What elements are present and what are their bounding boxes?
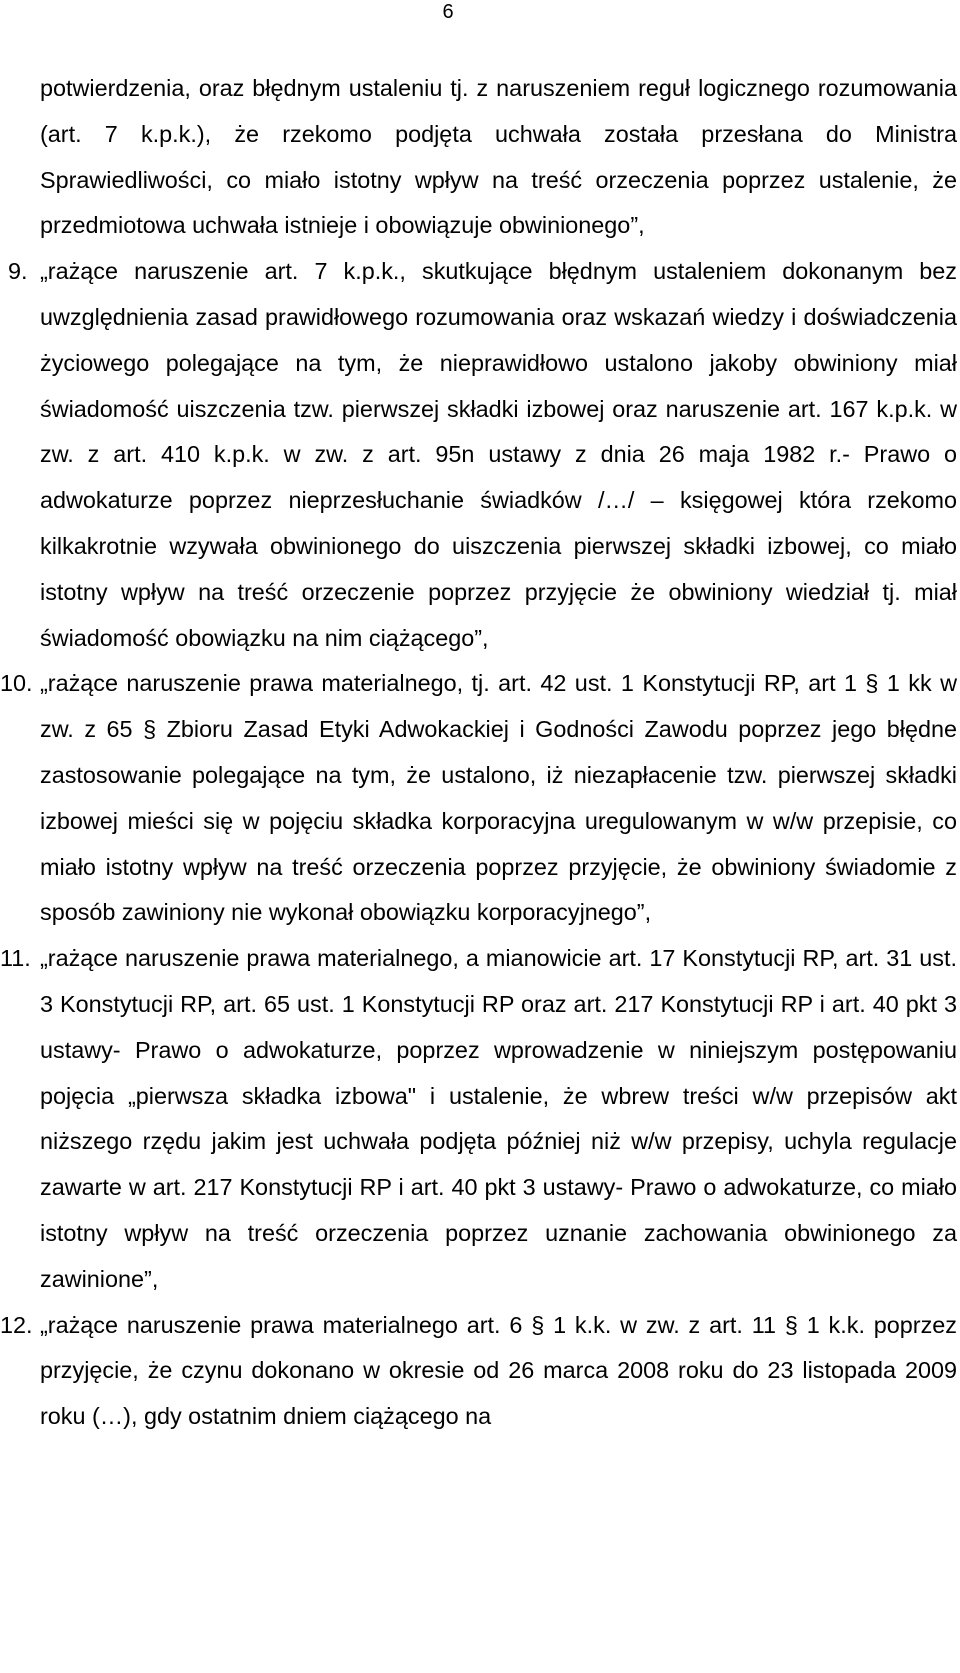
- list-item-11: [0, 936, 957, 1302]
- list-item-text: „rażące naruszenie art. 7 k.p.k., skutkujące błędnym ustaleniem dokonanym bez uwzględnienia zasad prawidłowego rozumowania oraz wskazań wiedzy i doświadczenia życiowego polegające na tym, że nieprawidłowo ustalono jakoby obwiniony miał świadomość uiszczenia tzw. pierwszej składki izbowej oraz naruszenie art. 167 k.p.k. w zw. z art. 410 k.p.k. w zw. z art. 95n ustawy z dnia 26 maja 1982 r.- Prawo o adwokaturze poprzez nieprzesłuchanie świadków /…/ – księgowej która rzekomo kilkakrotnie wzywała obwinionego do uiszczenia pierwszej składki izbowej, co miało istotny wpływ na treść orzeczenie poprzez przyjęcie że obwiniony wiedział tj. miał świadomość obowiązku na nim ciążącego”,: [40, 258, 957, 651]
- list-item-9: [8, 249, 957, 661]
- continuation-paragraph: potwierdzenia, oraz błędnym ustaleniu tj. z naruszeniem reguł logicznego rozumowania (art. 7 k.p.k.), że rzekomo podjęta uchwała została przesłana do Ministra Sprawiedliwości, co miało istotny wpływ na treść orzeczenia poprzez ustalenie, że przedmiotowa uchwała istnieje i obowiązuje obwinionego”,: [40, 75, 957, 239]
- list-item-text: „rażące naruszenie prawa materialnego art. 6 § 1 k.k. w zw. z art. 11 § 1 k.k. poprzez przyjęcie, że czynu dokonano w okresie od 26 marca 2008 roku do 23 listopada 2009 roku (…), gdy ostatnim dniem ciążącego na: [40, 1311, 957, 1430]
- list-item-10: [0, 661, 957, 936]
- list-item-text: „rażące naruszenie prawa materialnego, a mianowicie art. 17 Konstytucji RP, art. 31 ust. 3 Konstytucji RP, art. 65 ust. 1 Konstytucji RP oraz art. 217 Konstytucji RP i art. 40 pkt 3 ustawy- Prawo o adwokaturze, poprzez wprowadzenie w niniejszym postępowaniu pojęcia „pierwsza składka izbowa" i ustalenie, że wbrew treści w/w przepisów akt niższego rzędu jakim jest uchwała podjęta później niż w/w przepisy, uchyla regulacje zawarte w art. 217 Konstytucji RP i art. 40 pkt 3 ustawy- Prawo o adwokaturze, co miało istotny wpływ na treść orzeczenia poprzez uznanie zachowania obwinionego za zawinione”,: [40, 945, 957, 1292]
- list-item-number: 12.: [0, 1311, 33, 1338]
- list-item-number: 9.: [8, 258, 28, 285]
- list-item-number: 11.: [0, 945, 31, 972]
- list-item-text: „rażące naruszenie prawa materialnego, tj. art. 42 ust. 1 Konstytucji RP, art 1 § 1 kk w zw. z 65 § Zbioru Zasad Etyki Adwokackiej i Godności Zawodu poprzez jego błędne zastosowanie polegające na tym, że ustalono, iż niezapłacenie tzw. pierwszej składki izbowej mieści się w pojęciu składka korporacyjna uregulowanym w w/w przepisie, co miało istotny wpływ na treść orzeczenia poprzez przyjęcie, że obwiniony świadomie z sposób zawiniony nie wykonał obowiązku korporacyjnego”,: [40, 670, 957, 926]
- document-body: [0, 66, 957, 1440]
- list-item-12: [0, 1303, 957, 1440]
- page-number: 6: [442, 1, 454, 23]
- list-item-number: 10.: [0, 670, 33, 697]
